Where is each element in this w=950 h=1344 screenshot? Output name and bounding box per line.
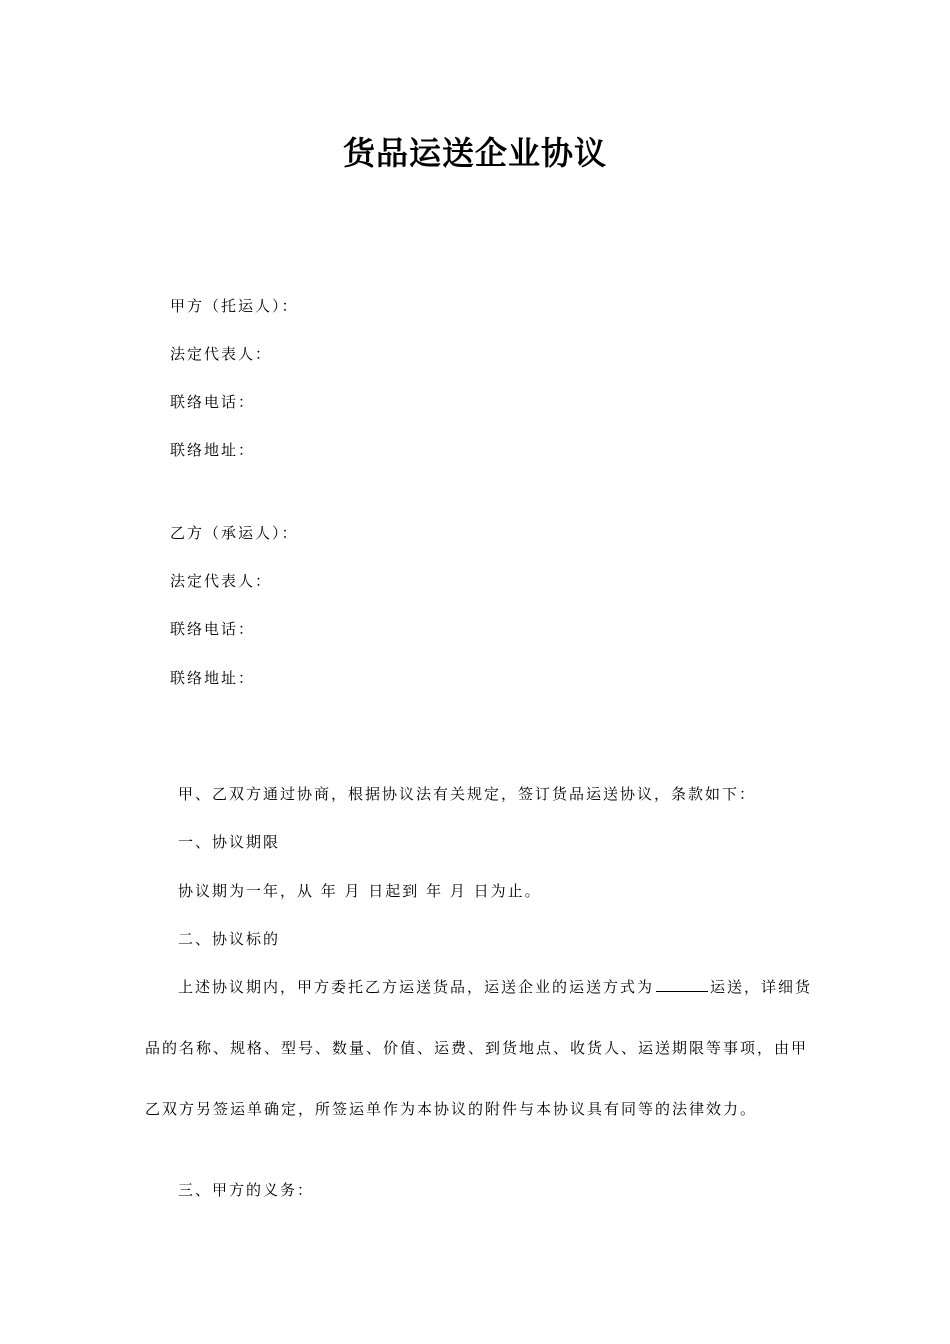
fill-in-blank xyxy=(656,977,708,992)
party-a-label: 甲方（托运人）： xyxy=(170,297,299,315)
section2-line1 xyxy=(178,976,812,997)
section2-line1-after: 运送，详细货 xyxy=(710,978,813,996)
preamble-text: 甲、乙双方通过协商，根据协议法有关规定，签订货品运送协议，条款如下： xyxy=(178,785,757,803)
section2-line3: 乙双方另签运单确定，所签运单作为本协议的附件与本协议具有同等的法律效力。 xyxy=(145,1100,758,1118)
section1-text: 协议期为一年，从 年 月 日起到 年 月 日为止。 xyxy=(178,882,542,900)
party-b-label: 乙方（承运人）： xyxy=(170,524,299,542)
party-b-address-label: 联络地址： xyxy=(170,669,256,687)
party-a-rep-label: 法定代表人： xyxy=(170,345,273,363)
section2-line1-before: 上述协议期内，甲方委托乙方运送货品，运送企业的运送方式为 xyxy=(178,978,655,996)
section2-heading: 二、协议标的 xyxy=(178,930,281,948)
party-a-address-label: 联络地址： xyxy=(170,441,256,459)
section2-line2: 品的名称、规格、型号、数量、价值、运费、到货地点、收货人、运送期限等事项，由甲 xyxy=(145,1039,809,1057)
section1-heading: 一、协议期限 xyxy=(178,833,281,851)
party-b-rep-label: 法定代表人： xyxy=(170,572,273,590)
party-b-phone-label: 联络电话： xyxy=(170,620,256,638)
section3-heading: 三、甲方的义务： xyxy=(178,1181,315,1199)
party-a-phone-label: 联络电话： xyxy=(170,393,256,411)
document-title: 货品运送企业协议 xyxy=(342,134,607,172)
